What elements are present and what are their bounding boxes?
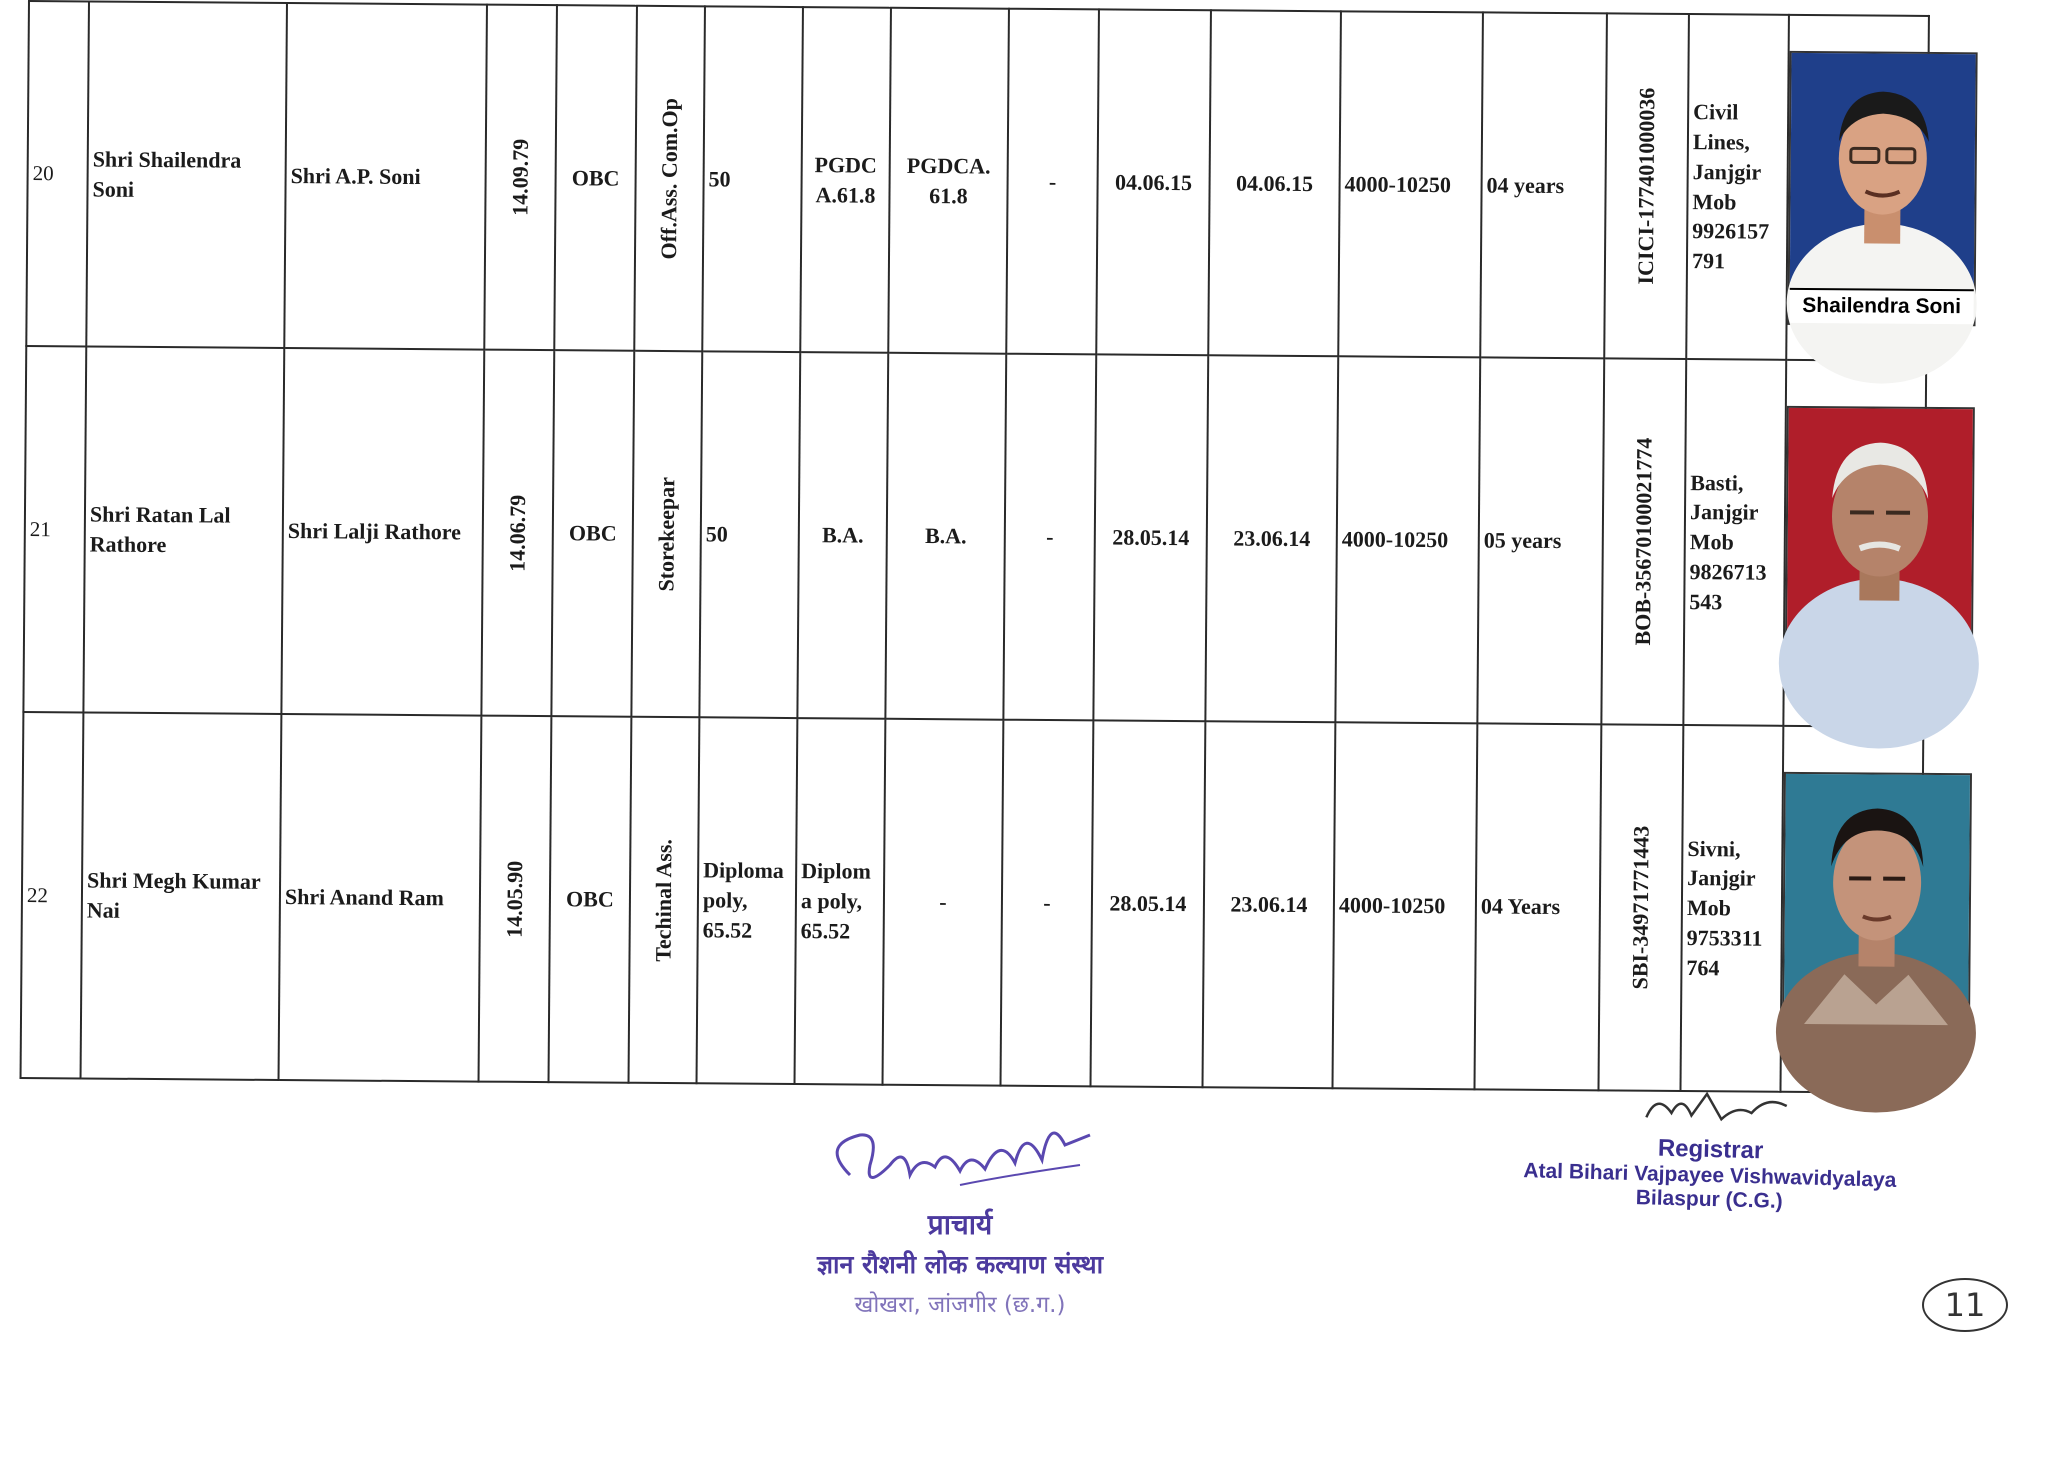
address: Sivni, Janjgir Mob 9753311 764 (1680, 725, 1783, 1092)
principal-organisation: ज्ञान रौशनी लोक कल्याण संस्था (816, 1250, 1104, 1279)
father-name: Shri A.P. Soni (284, 3, 487, 350)
category: OBC (551, 350, 634, 717)
photo-cell (1786, 15, 1962, 361)
qualification-required: PGDC A.61.8 (800, 7, 891, 353)
employee-name: Shri Ratan Lal Rathore (83, 346, 284, 714)
person-portrait-icon (1790, 52, 1976, 323)
service-tenure: 04 Years (1474, 723, 1601, 1090)
address: Basti, Janjgir Mob 9826713 543 (1683, 359, 1786, 726)
pay-scale: 4000-10250 (1335, 356, 1480, 723)
registrar-city: Bilaspur (C.G.) (1635, 1186, 1784, 1213)
bank-account: BOB-35670100021774 (1630, 437, 1657, 646)
experience: - (1003, 354, 1096, 721)
joining-date: 23.06.14 (1205, 355, 1338, 722)
qualification-required: Diploma poly, 65.52 (697, 717, 798, 1084)
pay-scale: 4000-10250 (1332, 722, 1477, 1089)
qualification-held: PGDCA. 61.8 (888, 8, 1009, 354)
bank-account: SBI-34971771443 (1627, 825, 1654, 990)
employee-name: Shri Shailendra Soni (86, 1, 287, 348)
table-row (21, 712, 1924, 1093)
appointment-date: 28.05.14 (1093, 354, 1208, 721)
photo-cell (1780, 726, 1923, 1093)
father-name: Shri Lalji Rathore (281, 348, 484, 716)
post: Off.Ass. Com.Op (656, 97, 683, 260)
post-cell (631, 351, 702, 718)
employee-photo (1785, 406, 1975, 681)
experience: - (1006, 9, 1099, 355)
date-of-birth: 14.09.79 (507, 138, 534, 216)
serial-number: 20 (26, 1, 89, 346)
qualification-required: B.A. (797, 352, 888, 719)
service-tenure: 04 years (1480, 12, 1607, 358)
post: Techinal Ass. (650, 838, 677, 962)
service-tenure: 05 years (1477, 357, 1604, 724)
date-of-birth-cell (481, 350, 554, 717)
pay-scale: 4000-10250 (1338, 11, 1483, 357)
bank-account-cell (1598, 724, 1683, 1091)
post: Storekeepar (653, 476, 680, 592)
experience: - (883, 719, 1004, 1086)
employee-name: Shri Megh Kumar Nai (81, 712, 282, 1080)
serial-number: 22 (21, 712, 84, 1078)
table-row (26, 1, 1929, 361)
bank-account-cell (1604, 13, 1689, 359)
principal-stamp (770, 1105, 1150, 1319)
register-sheet (20, 0, 1962, 1075)
post-cell (629, 717, 700, 1084)
employee-photo (1782, 772, 1972, 1047)
registrar-title: Registrar (1657, 1134, 1764, 1165)
serial-number: 21 (23, 346, 86, 712)
joining-date: 04.06.15 (1208, 10, 1341, 356)
signature-icon (810, 1105, 1110, 1215)
appointment-date: 04.06.15 (1096, 9, 1211, 355)
bank-account: ICICI-177401000036 (1632, 87, 1660, 285)
staff-register-table (20, 0, 1962, 1094)
principal-place: खोखरा, जांजगीर (छ.ग.) (854, 1292, 1066, 1318)
qualification-held: B.A. (885, 353, 1006, 720)
principal-title: प्राचार्य (927, 1208, 993, 1241)
person-portrait-icon (1787, 408, 1973, 679)
bank-account-cell (1601, 358, 1686, 725)
date-of-birth: 14.06.79 (504, 494, 531, 572)
registrar-signature-icon (1636, 1072, 1808, 1136)
experience-2: - (1001, 720, 1094, 1087)
address: Civil Lines, Janjgir Mob 9926157 791 (1686, 14, 1789, 360)
qualification-held: Diplom a poly, 65.52 (795, 718, 886, 1085)
category: OBC (549, 716, 632, 1083)
date-of-birth: 14.05.90 (501, 860, 528, 938)
age-limit: 50 (699, 351, 800, 718)
category: OBC (554, 5, 637, 351)
photo-caption: Shailendra Soni (1790, 288, 1974, 324)
page-number-text: 11 (1944, 1286, 1986, 1324)
age-limit: 50 (702, 6, 803, 352)
registrar-university: Atal Bihari Vajpayee Vishwavidyalaya (1523, 1159, 1897, 1192)
joining-date: 23.06.14 (1202, 721, 1335, 1088)
person-portrait-icon (1784, 774, 1970, 1045)
page-number (1920, 1275, 2010, 1335)
father-name: Shri Anand Ram (279, 714, 482, 1082)
registrar-stamp (1519, 1125, 1901, 1217)
post-cell (634, 6, 705, 352)
table-row (23, 346, 1926, 727)
appointment-date: 28.05.14 (1091, 720, 1206, 1087)
date-of-birth-cell (479, 716, 552, 1083)
date-of-birth-cell (484, 5, 557, 351)
photo-cell (1783, 360, 1926, 727)
employee-photo (1788, 50, 1978, 325)
